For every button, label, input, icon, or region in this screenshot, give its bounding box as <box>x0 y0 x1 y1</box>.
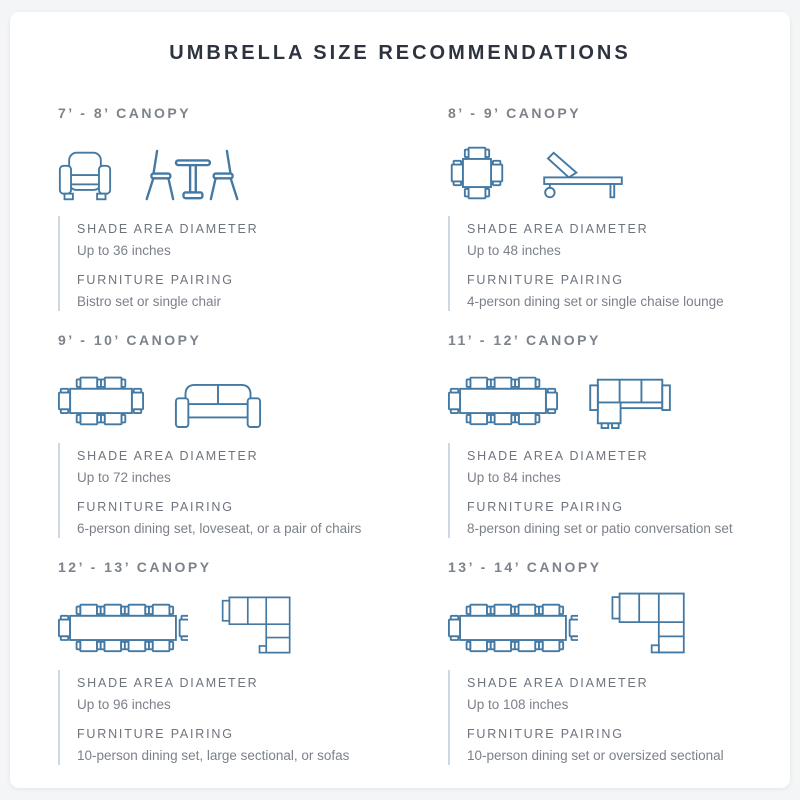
canopy-section-9-10 <box>58 332 448 538</box>
shade-label: SHADE AREA DIAMETER <box>77 222 259 236</box>
dining-table-4-icon <box>448 144 506 202</box>
armchair-icon <box>58 150 112 202</box>
details-block <box>448 670 800 765</box>
dining-table-6-icon <box>58 371 144 429</box>
section-heading: 11’ - 12’ CANOPY <box>448 332 601 348</box>
dining-table-8-icon <box>448 371 558 429</box>
loveseat-icon <box>174 381 262 429</box>
pairing-value: 6-person dining set, loveseat, or a pair of chairs <box>77 521 362 536</box>
shade-value: Up to 72 inches <box>77 470 171 485</box>
shade-label: SHADE AREA DIAMETER <box>467 222 649 236</box>
icon-row <box>448 363 800 429</box>
dining-table-10-icon <box>58 598 188 656</box>
icon-row <box>58 136 448 202</box>
icon-row <box>58 590 448 656</box>
section-heading: 13’ - 14’ CANOPY <box>448 559 602 575</box>
canopy-section-8-9 <box>448 105 800 311</box>
shade-value: Up to 84 inches <box>467 470 561 485</box>
pairing-value: 10-person dining set, large sectional, or sofas <box>77 748 350 763</box>
pairing-label: FURNITURE PAIRING <box>467 273 624 287</box>
canopy-section-13-14 <box>448 559 800 765</box>
shade-label: SHADE AREA DIAMETER <box>467 676 649 690</box>
icon-row <box>58 363 448 429</box>
bistro-set-icon <box>142 149 242 202</box>
oversized-sectional-icon <box>608 590 690 656</box>
canopy-section-12-13 <box>58 559 448 765</box>
pairing-value: Bistro set or single chair <box>77 294 222 309</box>
details-block <box>58 216 448 311</box>
pairing-label: FURNITURE PAIRING <box>77 727 234 741</box>
sections-grid <box>58 105 790 786</box>
shade-value: Up to 48 inches <box>467 243 561 258</box>
canopy-section-7-8 <box>58 105 448 311</box>
section-heading: 9’ - 10’ CANOPY <box>58 332 202 348</box>
sectional-sofa-icon <box>588 374 674 429</box>
section-heading: 8’ - 9’ CANOPY <box>448 105 582 121</box>
pairing-value: 10-person dining set or oversized sectional <box>467 748 724 763</box>
page-title: UMBRELLA SIZE RECOMMENDATIONS <box>169 42 631 64</box>
pairing-label: FURNITURE PAIRING <box>467 727 624 741</box>
shade-value: Up to 96 inches <box>77 697 171 712</box>
details-block <box>448 443 800 538</box>
pairing-value: 8-person dining set or patio conversation set <box>467 521 733 536</box>
details-block <box>58 670 448 765</box>
large-sectional-icon <box>218 594 296 656</box>
icon-row <box>448 136 800 202</box>
shade-label: SHADE AREA DIAMETER <box>77 449 259 463</box>
section-heading: 12’ - 13’ CANOPY <box>58 559 212 575</box>
pairing-label: FURNITURE PAIRING <box>467 500 624 514</box>
dining-table-10-icon <box>448 598 578 656</box>
details-block <box>58 443 448 538</box>
shade-label: SHADE AREA DIAMETER <box>77 676 259 690</box>
icon-row <box>448 590 800 656</box>
chaise-lounge-icon <box>536 149 630 202</box>
pairing-value: 4-person dining set or single chaise lounge <box>467 294 724 309</box>
shade-label: SHADE AREA DIAMETER <box>467 449 649 463</box>
canopy-section-11-12 <box>448 332 800 538</box>
recommendations-card <box>10 12 790 788</box>
pairing-label: FURNITURE PAIRING <box>77 273 234 287</box>
section-heading: 7’ - 8’ CANOPY <box>58 105 192 121</box>
shade-value: Up to 108 inches <box>467 697 569 712</box>
pairing-label: FURNITURE PAIRING <box>77 500 234 514</box>
details-block <box>448 216 800 311</box>
shade-value: Up to 36 inches <box>77 243 171 258</box>
